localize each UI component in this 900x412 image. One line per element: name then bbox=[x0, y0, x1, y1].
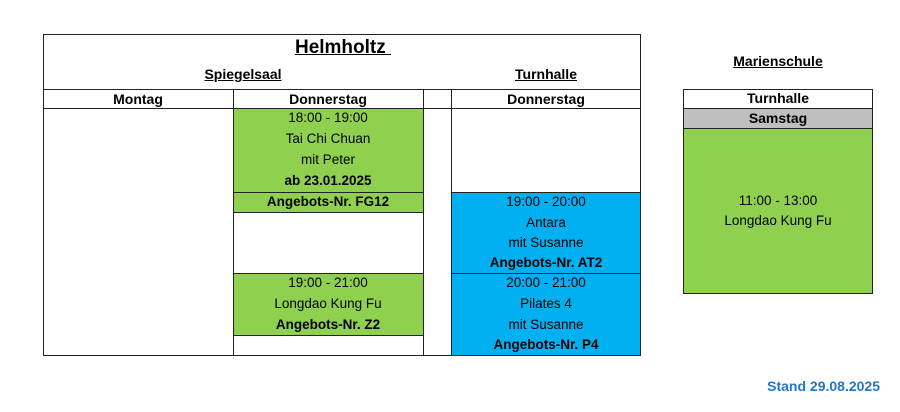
course-offer-number: Angebots-Nr. FG12 bbox=[266, 194, 390, 209]
marienschule-schedule bbox=[683, 89, 873, 294]
course-trainer: mit Peter bbox=[300, 152, 355, 167]
course-start-date: ab 23.01.2025 bbox=[284, 173, 372, 188]
day-header-montag: Montag bbox=[113, 91, 163, 107]
course-trainer: mit Susanne bbox=[508, 235, 584, 250]
course-trainer: mit Susanne bbox=[508, 317, 584, 332]
helmholtz-schedule bbox=[43, 34, 641, 356]
course-offer-number: Angebots-Nr. Z2 bbox=[275, 317, 381, 332]
location-title: Helmholtz bbox=[294, 37, 392, 58]
day-header-donnerstag-spiegelsaal: Donnerstag bbox=[289, 91, 367, 107]
course-name: Tai Chi Chuan bbox=[285, 131, 371, 146]
course-name: Longdao Kung Fu bbox=[274, 296, 382, 311]
course-time: 11:00 - 13:00 bbox=[738, 193, 818, 208]
course-time: 19:00 - 21:00 bbox=[288, 275, 368, 290]
course-time: 18:00 - 19:00 bbox=[288, 110, 368, 125]
room-spiegelsaal: Spiegelsaal bbox=[204, 66, 282, 82]
day-header-donnerstag-turnhalle: Donnerstag bbox=[507, 91, 585, 107]
course-offer-number: Angebots-Nr. P4 bbox=[493, 337, 599, 352]
day-header-samstag: Samstag bbox=[748, 110, 808, 126]
room-turnhalle-marienschule: Turnhalle bbox=[747, 90, 809, 106]
course-name: Antara bbox=[526, 215, 566, 230]
stand-date: Stand 29.08.2025 bbox=[767, 378, 880, 394]
course-name: Pilates 4 bbox=[520, 296, 572, 311]
course-time: 19:00 - 20:00 bbox=[506, 194, 586, 209]
course-offer-number: Angebots-Nr. AT2 bbox=[489, 255, 603, 270]
room-turnhalle: Turnhalle bbox=[515, 66, 577, 82]
course-name: Longdao Kung Fu bbox=[724, 213, 832, 228]
course-time: 20:00 - 21:00 bbox=[506, 275, 586, 290]
location-title-marienschule: Marienschule bbox=[733, 53, 823, 69]
